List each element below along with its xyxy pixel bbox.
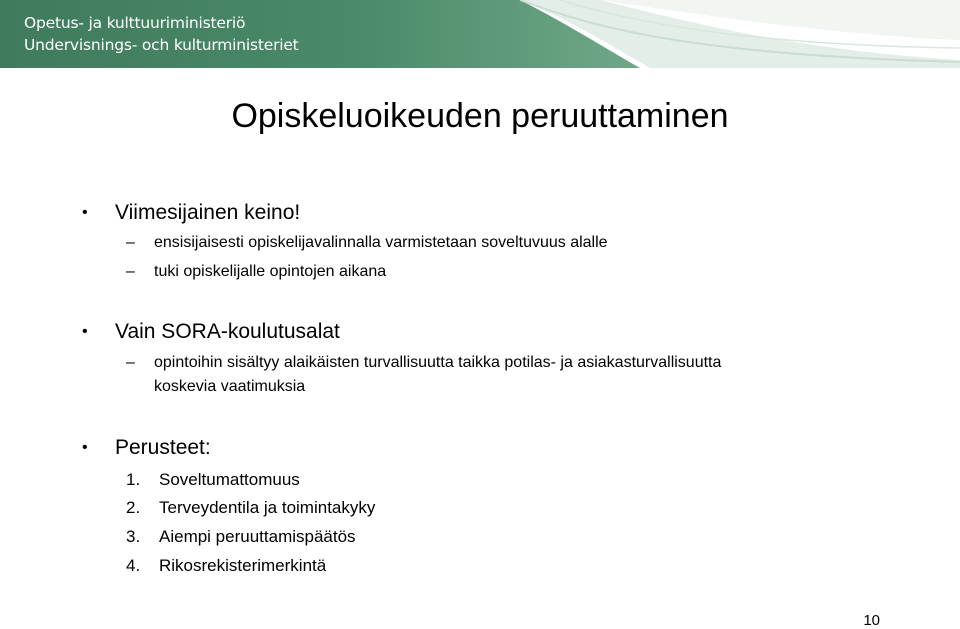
bullet-icon: •: [82, 439, 88, 456]
item-number: 2.: [126, 498, 141, 517]
header-banner: [0, 0, 960, 68]
page-number: 10: [863, 612, 880, 629]
slide-title: Opiskeluoikeuden peruuttaminen: [231, 97, 729, 135]
item-text: Rikosrekisterimerkintä: [159, 556, 327, 575]
bullet-icon: •: [82, 204, 88, 221]
dash-icon: –: [126, 234, 135, 251]
item-text: Aiempi peruuttamispäätös: [159, 527, 356, 546]
sub-bullet-text: koskevia vaatimuksia: [154, 378, 306, 395]
bullet-text: Viimesijainen keino!: [115, 201, 301, 224]
item-text: Terveydentila ja toimintakyky: [159, 498, 376, 517]
header-wave-graphic: [0, 0, 960, 68]
sub-bullet-text: ensisijaisesti opiskelijavalinnalla varmistetaan soveltuvuus alalle: [154, 234, 608, 251]
bullet-icon: •: [82, 323, 88, 340]
sub-bullet-text: tuki opiskelijalle opintojen aikana: [154, 263, 387, 280]
bullet-text: Vain SORA-koulutusalat: [115, 320, 340, 343]
sub-bullet-text: opintoihin sisältyy alaikäisten turvallisuutta taikka potilas- ja asiakasturvallisuutta: [154, 354, 722, 371]
dash-icon: –: [126, 263, 135, 280]
item-text: Soveltumattomuus: [159, 470, 300, 489]
item-number: 4.: [126, 556, 141, 575]
bullet-text: Perusteet:: [115, 436, 211, 459]
item-number: 1.: [126, 470, 141, 489]
dash-icon: –: [126, 354, 135, 371]
ministry-name-fi: Opetus- ja kulttuuriministeriö: [24, 14, 246, 32]
ministry-name-sv: Undervisnings- och kulturministeriet: [24, 36, 299, 54]
item-number: 3.: [126, 527, 141, 546]
